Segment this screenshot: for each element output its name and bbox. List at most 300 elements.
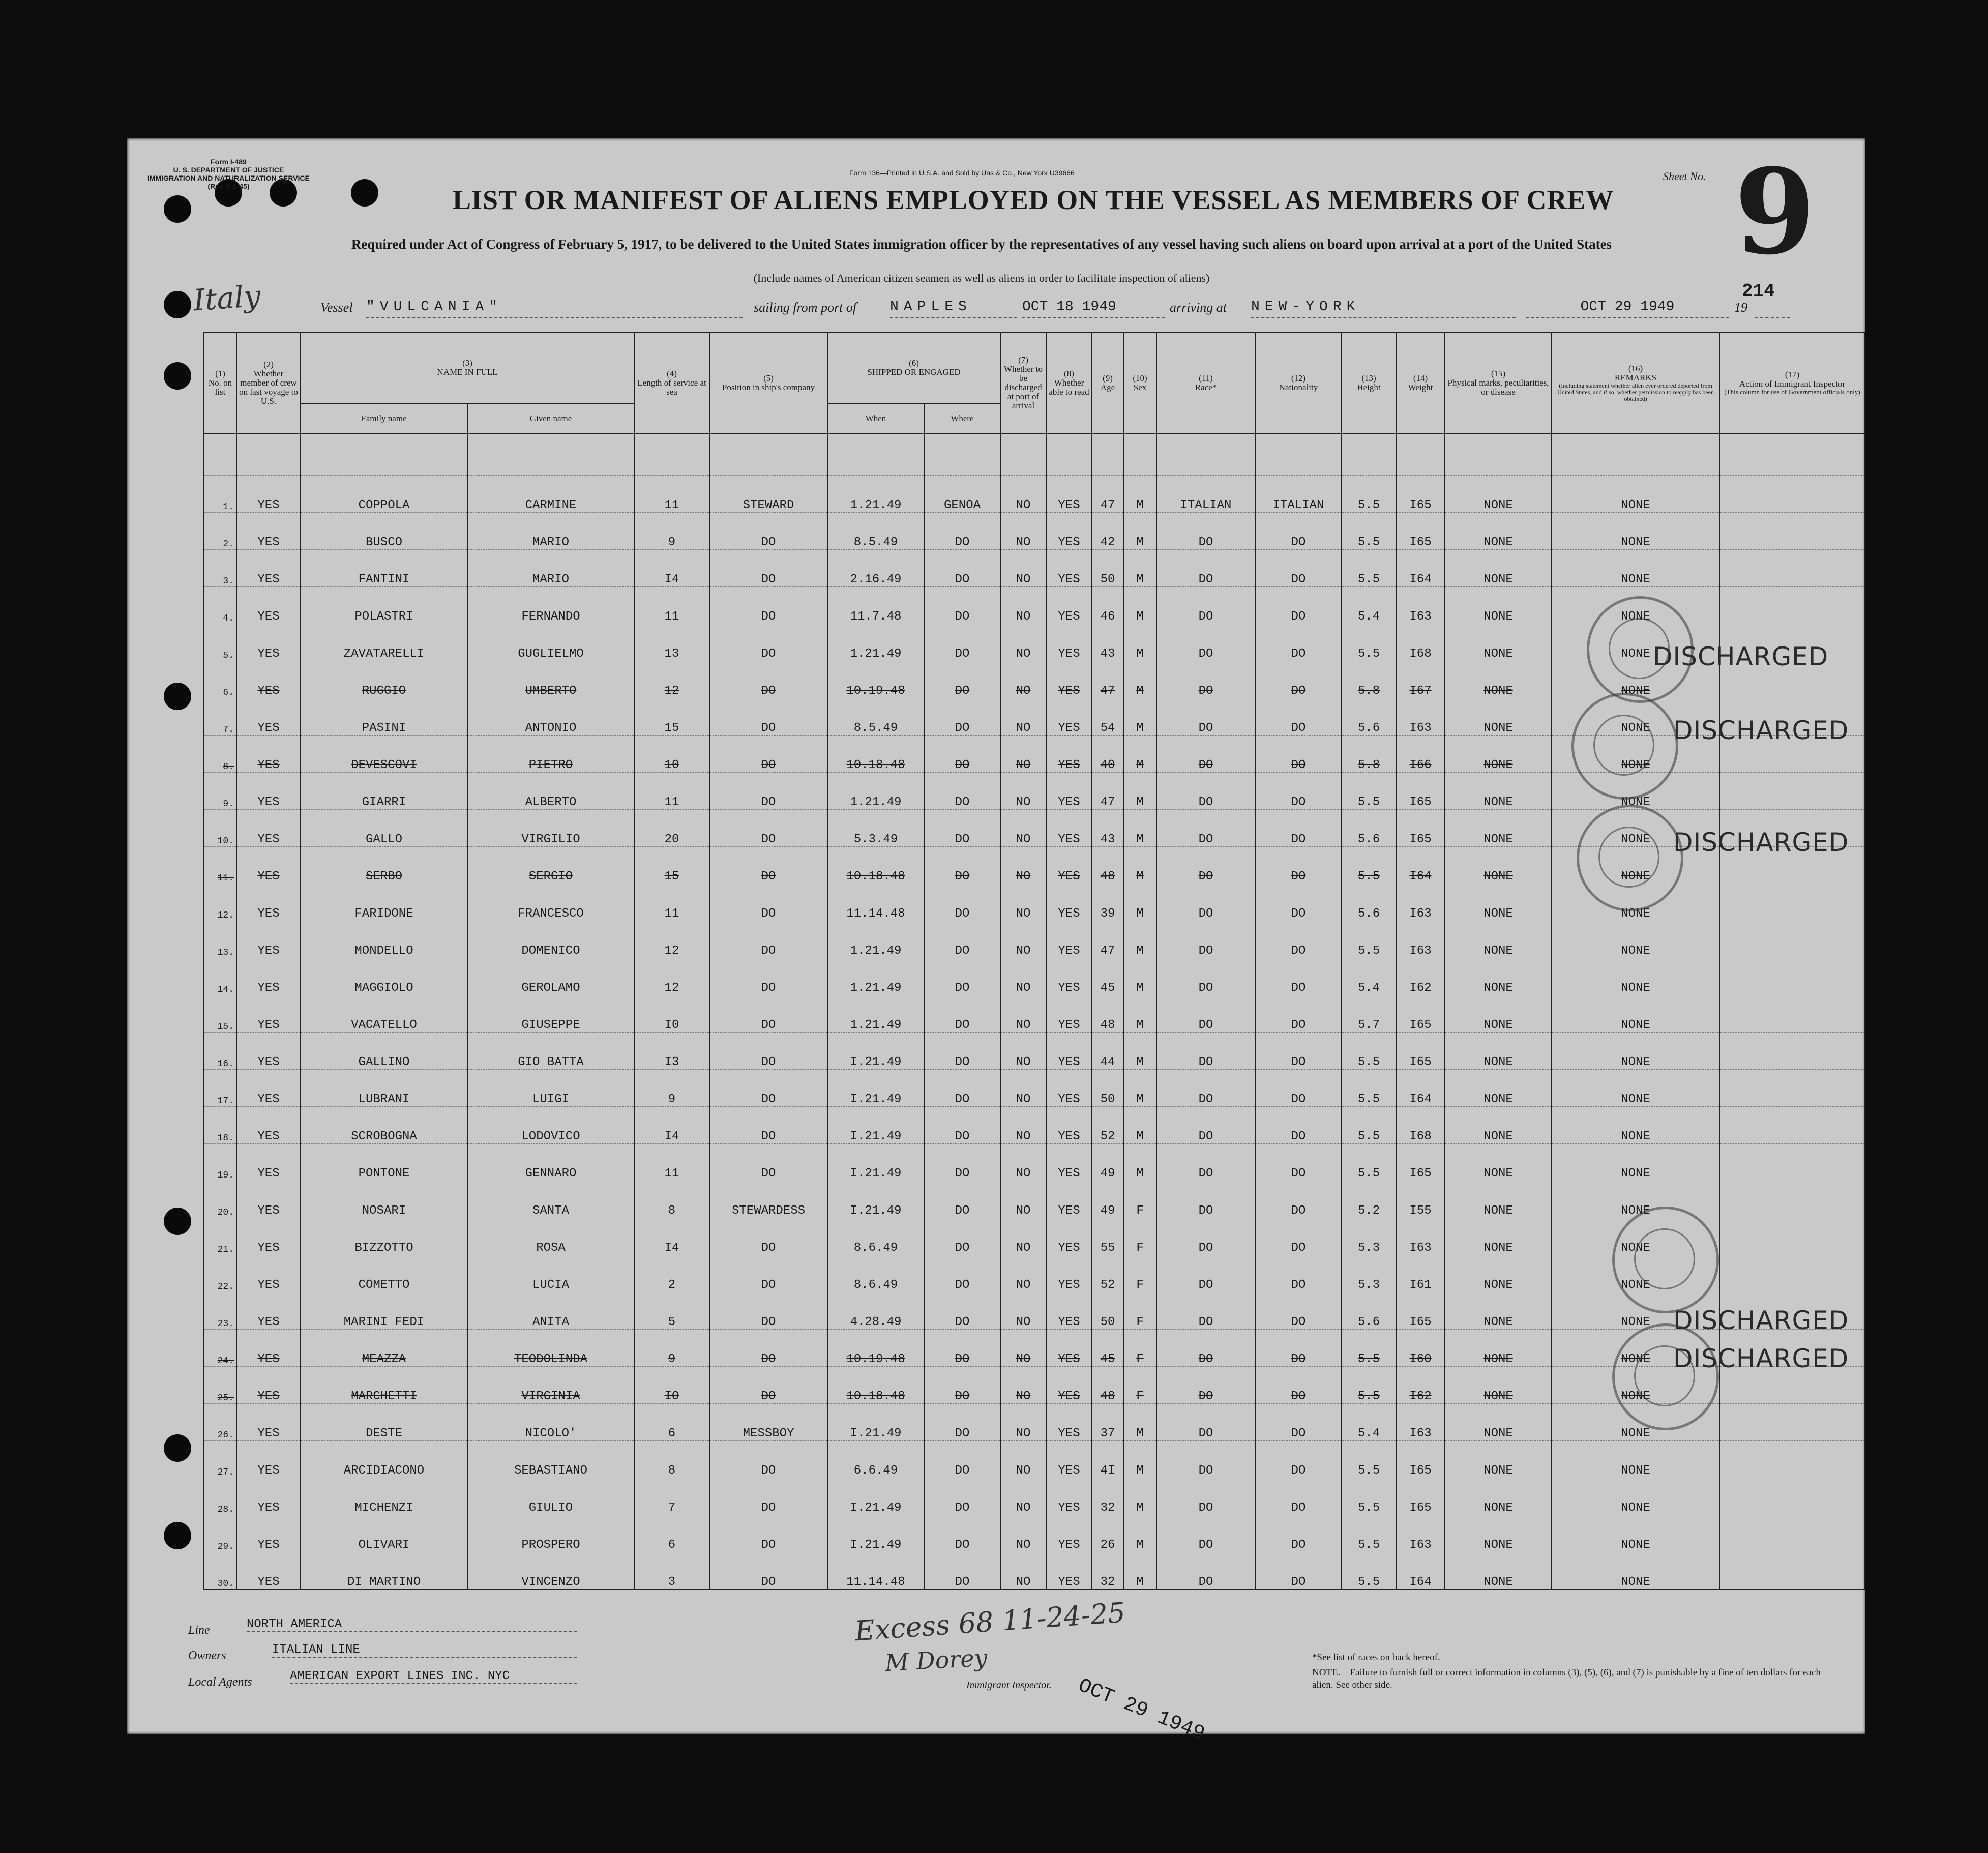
crew-last-voyage-cell: YES	[236, 1404, 301, 1441]
shipped-where-cell: DO	[924, 847, 1000, 884]
sex-cell: M	[1123, 810, 1156, 847]
inspector-action-cell	[1719, 587, 1865, 624]
able-to-read-cell: YES	[1046, 1255, 1092, 1292]
race-cell: DO	[1156, 513, 1255, 550]
nationality-cell: DO	[1255, 1441, 1342, 1478]
shipped-when-cell: 1.21.49	[827, 921, 924, 958]
race-cell: DO	[1156, 958, 1255, 995]
weight-cell: I65	[1396, 1144, 1445, 1181]
to-be-discharged-cell: NO	[1000, 847, 1046, 884]
sheet-number: 9	[1734, 143, 1816, 281]
nationality-cell: DO	[1255, 1255, 1342, 1292]
position-cell: DO	[709, 624, 827, 661]
agents-value: AMERICAN EXPORT LINES INC. NYC	[290, 1669, 577, 1684]
able-to-read-cell: YES	[1046, 1552, 1092, 1590]
weight-cell: I65	[1396, 995, 1445, 1033]
height-cell: 5.6	[1342, 1292, 1396, 1330]
table-row	[204, 1552, 1865, 1590]
shipped-where-cell: DO	[924, 1033, 1000, 1070]
nationality-cell: DO	[1255, 1144, 1342, 1181]
sex-cell: M	[1123, 884, 1156, 921]
able-to-read-cell: YES	[1046, 1107, 1092, 1144]
consulate-seal	[1577, 805, 1683, 911]
line-value: NORTH AMERICA	[247, 1617, 577, 1632]
shipped-when-cell: 10.18.48	[827, 847, 924, 884]
height-cell: 5.5	[1342, 1478, 1396, 1515]
to-be-discharged-cell: NO	[1000, 476, 1046, 513]
race-cell: DO	[1156, 1107, 1255, 1144]
given-name-cell: ROSA	[467, 1218, 634, 1255]
given-name-cell: VIRGILIO	[467, 810, 634, 847]
shipped-when-cell: 4.28.49	[827, 1292, 924, 1330]
shipped-where-cell: DO	[924, 736, 1000, 773]
physical-marks-cell: NONE	[1445, 736, 1552, 773]
crew-last-voyage-cell: YES	[236, 921, 301, 958]
shipped-where-cell: DO	[924, 1404, 1000, 1441]
table-row	[204, 1404, 1865, 1441]
service-length-cell: 11	[634, 1144, 709, 1181]
able-to-read-cell: YES	[1046, 1367, 1092, 1404]
col-remarks-header: (16) REMARKS (Including statement whether alien ever ordered deported from United States, and if so, whether permission to reapply has been obtained)	[1552, 332, 1719, 434]
row-number-cell: 8.	[204, 736, 236, 773]
remarks-cell: NONE	[1552, 1552, 1719, 1590]
family-name-cell: NOSARI	[301, 1181, 467, 1218]
inspection-date-stamp: OCT 29 1949	[1075, 1674, 1208, 1746]
nationality-cell: DO	[1255, 958, 1342, 995]
punch-hole	[164, 1522, 191, 1549]
family-name-cell: MICHENZI	[301, 1478, 467, 1515]
physical-marks-cell: NONE	[1445, 1441, 1552, 1478]
physical-marks-cell: NONE	[1445, 1218, 1552, 1255]
table-row	[204, 1292, 1865, 1330]
able-to-read-cell: YES	[1046, 1144, 1092, 1181]
height-cell: 5.5	[1342, 476, 1396, 513]
shipped-when-cell: 1.21.49	[827, 958, 924, 995]
row-number-cell: 6.	[204, 661, 236, 698]
nationality-cell: DO	[1255, 1292, 1342, 1330]
shipped-when-cell: I.21.49	[827, 1107, 924, 1144]
inspector-action-cell	[1719, 1218, 1865, 1255]
remarks-cell: NONE	[1552, 1107, 1719, 1144]
col-sex-header: (10) Sex	[1123, 332, 1156, 434]
to-be-discharged-cell: NO	[1000, 550, 1046, 587]
family-name-cell: GIARRI	[301, 773, 467, 810]
able-to-read-cell: YES	[1046, 773, 1092, 810]
discharged-stamp: DISCHARGED	[1673, 1306, 1849, 1335]
position-cell: DO	[709, 773, 827, 810]
remarks-cell: NONE	[1552, 624, 1719, 661]
to-be-discharged-cell: NO	[1000, 624, 1046, 661]
row-number-cell: 19.	[204, 1144, 236, 1181]
year-prefix: 19	[1734, 300, 1747, 315]
shipped-where-cell: DO	[924, 1292, 1000, 1330]
sex-cell: M	[1123, 773, 1156, 810]
weight-cell: I65	[1396, 773, 1445, 810]
shipped-when-cell: 1.21.49	[827, 624, 924, 661]
weight-cell: I65	[1396, 513, 1445, 550]
col-action-header: (17) Action of Immigrant Inspector (This column for use of Government officials only)	[1719, 332, 1865, 434]
sex-cell: F	[1123, 1292, 1156, 1330]
inspector-action-cell	[1719, 1070, 1865, 1107]
able-to-read-cell: YES	[1046, 995, 1092, 1033]
age-cell: 26	[1092, 1515, 1123, 1552]
height-cell: 5.5	[1342, 1033, 1396, 1070]
inspector-action-cell	[1719, 550, 1865, 587]
remarks-cell: NONE	[1552, 1292, 1719, 1330]
position-cell: DO	[709, 661, 827, 698]
to-be-discharged-cell: NO	[1000, 1181, 1046, 1218]
punch-hole	[164, 195, 191, 223]
race-cell: DO	[1156, 1255, 1255, 1292]
weight-cell: I65	[1396, 476, 1445, 513]
position-cell: DO	[709, 1218, 827, 1255]
sex-cell: M	[1123, 958, 1156, 995]
age-cell: 37	[1092, 1404, 1123, 1441]
inspector-action-cell	[1719, 1033, 1865, 1070]
row-number-cell: 26.	[204, 1404, 236, 1441]
able-to-read-cell: YES	[1046, 736, 1092, 773]
form-number: Form I-489	[211, 158, 247, 166]
nationality-cell: DO	[1255, 1070, 1342, 1107]
position-cell: DO	[709, 1107, 827, 1144]
age-cell: 50	[1092, 1070, 1123, 1107]
shipped-where-cell: DO	[924, 1330, 1000, 1367]
age-cell: 54	[1092, 698, 1123, 736]
family-name-cell: OLIVARI	[301, 1515, 467, 1552]
inspector-action-cell	[1719, 1255, 1865, 1292]
height-cell: 5.5	[1342, 773, 1396, 810]
row-number-cell: 4.	[204, 587, 236, 624]
age-cell: 32	[1092, 1478, 1123, 1515]
nationality-cell: DO	[1255, 1515, 1342, 1552]
to-be-discharged-cell: NO	[1000, 1330, 1046, 1367]
given-name-cell: TEODOLINDA	[467, 1330, 634, 1367]
service-length-cell: I0	[634, 995, 709, 1033]
able-to-read-cell: YES	[1046, 1330, 1092, 1367]
race-cell: DO	[1156, 921, 1255, 958]
table-row	[204, 1070, 1865, 1107]
shipped-when-cell: I.21.49	[827, 1033, 924, 1070]
shipped-where-cell: DO	[924, 1367, 1000, 1404]
physical-marks-cell: NONE	[1445, 1330, 1552, 1367]
shipped-when-cell: 6.6.49	[827, 1441, 924, 1478]
family-name-cell: POLASTRI	[301, 587, 467, 624]
shipped-where-cell: DO	[924, 1218, 1000, 1255]
sex-cell: M	[1123, 1070, 1156, 1107]
height-cell: 5.5	[1342, 1515, 1396, 1552]
shipped-where-cell: DO	[924, 921, 1000, 958]
physical-marks-cell: NONE	[1445, 958, 1552, 995]
height-cell: 5.8	[1342, 661, 1396, 698]
physical-marks-cell: NONE	[1445, 661, 1552, 698]
remarks-cell: NONE	[1552, 1515, 1719, 1552]
remarks-cell: NONE	[1552, 884, 1719, 921]
height-cell: 5.3	[1342, 1218, 1396, 1255]
remarks-cell: NONE	[1552, 550, 1719, 587]
height-cell: 5.5	[1342, 1552, 1396, 1590]
position-cell: STEWARDESS	[709, 1181, 827, 1218]
table-row	[204, 1033, 1865, 1070]
weight-cell: I61	[1396, 1255, 1445, 1292]
col-shipped-header: (6) SHIPPED OR ENGAGED	[827, 332, 1000, 403]
race-cell: DO	[1156, 995, 1255, 1033]
form-number-block	[147, 158, 310, 190]
sex-cell: M	[1123, 550, 1156, 587]
sex-cell: M	[1123, 1441, 1156, 1478]
crew-last-voyage-cell: YES	[236, 1107, 301, 1144]
shipped-when-cell: I.21.49	[827, 1478, 924, 1515]
given-name-cell: LODOVICO	[467, 1107, 634, 1144]
row-number-cell: 10.	[204, 810, 236, 847]
to-be-discharged-cell: NO	[1000, 587, 1046, 624]
to-be-discharged-cell: NO	[1000, 1552, 1046, 1590]
nationality-cell: DO	[1255, 921, 1342, 958]
service-length-cell: 3	[634, 1552, 709, 1590]
crew-last-voyage-cell: YES	[236, 1330, 301, 1367]
nationality-cell: DO	[1255, 773, 1342, 810]
table-row	[204, 1144, 1865, 1181]
given-name-cell: DOMENICO	[467, 921, 634, 958]
service-length-cell: I3	[634, 1033, 709, 1070]
remarks-cell: NONE	[1552, 1144, 1719, 1181]
to-be-discharged-cell: NO	[1000, 1255, 1046, 1292]
crew-last-voyage-cell: YES	[236, 736, 301, 773]
table-row	[204, 1107, 1865, 1144]
sex-cell: M	[1123, 1478, 1156, 1515]
table-spacer-row	[204, 434, 1865, 476]
to-be-discharged-cell: NO	[1000, 1478, 1046, 1515]
age-cell: 47	[1092, 661, 1123, 698]
punch-hole	[164, 683, 191, 710]
col-weight-header: (14) Weight	[1396, 332, 1445, 434]
able-to-read-cell: YES	[1046, 1292, 1092, 1330]
vessel-label: Vessel	[320, 300, 353, 315]
service-length-cell: 12	[634, 921, 709, 958]
weight-cell: I64	[1396, 550, 1445, 587]
given-name-cell: CARMINE	[467, 476, 634, 513]
age-cell: 47	[1092, 476, 1123, 513]
age-cell: 50	[1092, 550, 1123, 587]
shipped-where-cell: DO	[924, 698, 1000, 736]
position-cell: DO	[709, 1144, 827, 1181]
service-length-cell: 11	[634, 476, 709, 513]
able-to-read-cell: YES	[1046, 921, 1092, 958]
race-cell: DO	[1156, 1552, 1255, 1590]
position-cell: DO	[709, 1552, 827, 1590]
physical-marks-cell: NONE	[1445, 1033, 1552, 1070]
height-cell: 5.5	[1342, 1144, 1396, 1181]
age-cell: 45	[1092, 1330, 1123, 1367]
age-cell: 48	[1092, 995, 1123, 1033]
physical-marks-cell: NONE	[1445, 1181, 1552, 1218]
service-length-cell: 12	[634, 661, 709, 698]
able-to-read-cell: YES	[1046, 513, 1092, 550]
given-name-cell: GUGLIELMO	[467, 624, 634, 661]
weight-cell: I65	[1396, 1292, 1445, 1330]
family-name-cell: RUGGIO	[301, 661, 467, 698]
family-name-cell: MONDELLO	[301, 921, 467, 958]
family-name-cell: DESTE	[301, 1404, 467, 1441]
position-cell: DO	[709, 958, 827, 995]
race-cell: DO	[1156, 1330, 1255, 1367]
remarks-cell: NONE	[1552, 1404, 1719, 1441]
family-name-cell: COPPOLA	[301, 476, 467, 513]
inspector-action-cell	[1719, 513, 1865, 550]
to-be-discharged-cell: NO	[1000, 1218, 1046, 1255]
inspector-action-cell	[1719, 773, 1865, 810]
inspector-action-cell	[1719, 1478, 1865, 1515]
service-length-cell: 12	[634, 958, 709, 995]
age-cell: 48	[1092, 847, 1123, 884]
shipped-when-cell: 10.18.48	[827, 736, 924, 773]
given-name-cell: MARIO	[467, 550, 634, 587]
physical-marks-cell: NONE	[1445, 995, 1552, 1033]
sailing-label: sailing from port of	[754, 300, 857, 315]
shipped-when-cell: 1.21.49	[827, 476, 924, 513]
family-name-cell: DEVESCOVI	[301, 736, 467, 773]
to-be-discharged-cell: NO	[1000, 513, 1046, 550]
row-number-cell: 1.	[204, 476, 236, 513]
sex-cell: M	[1123, 1107, 1156, 1144]
agents-label: Local Agents	[188, 1675, 252, 1689]
shipped-when-cell: I.21.49	[827, 1404, 924, 1441]
nationality-cell: DO	[1255, 810, 1342, 847]
crew-last-voyage-cell: YES	[236, 661, 301, 698]
shipped-where-cell: DO	[924, 1552, 1000, 1590]
discharged-stamp: DISCHARGED	[1673, 1344, 1849, 1373]
remarks-cell: NONE	[1552, 958, 1719, 995]
nationality-cell: DO	[1255, 1033, 1342, 1070]
shipped-when-cell: 1.21.49	[827, 995, 924, 1033]
shipped-where-cell: DO	[924, 1441, 1000, 1478]
given-name-cell: ANITA	[467, 1292, 634, 1330]
inspector-action-cell	[1719, 1441, 1865, 1478]
col-where-header: Where	[924, 403, 1000, 434]
able-to-read-cell: YES	[1046, 810, 1092, 847]
family-name-cell: FANTINI	[301, 550, 467, 587]
position-cell: DO	[709, 1292, 827, 1330]
age-cell: 32	[1092, 1552, 1123, 1590]
table-row	[204, 995, 1865, 1033]
sex-cell: M	[1123, 1404, 1156, 1441]
family-name-cell: VACATELLO	[301, 995, 467, 1033]
race-cell: DO	[1156, 810, 1255, 847]
sex-cell: F	[1123, 1181, 1156, 1218]
shipped-when-cell: 8.6.49	[827, 1218, 924, 1255]
race-cell: DO	[1156, 1515, 1255, 1552]
race-cell: DO	[1156, 847, 1255, 884]
shipped-where-cell: DO	[924, 513, 1000, 550]
owners-value: ITALIAN LINE	[272, 1643, 577, 1658]
nationality-cell: ITALIAN	[1255, 476, 1342, 513]
given-name-cell: VINCENZO	[467, 1552, 634, 1590]
shipped-when-cell: 10.19.48	[827, 1330, 924, 1367]
given-name-cell: GEROLAMO	[467, 958, 634, 995]
form-subtitle-note: (Include names of American citizen seamen as well as aliens in order to facilitate inspection of aliens)	[753, 272, 1210, 284]
line-label: Line	[188, 1624, 210, 1637]
shipped-where-cell: GENOA	[924, 476, 1000, 513]
crew-last-voyage-cell: YES	[236, 1255, 301, 1292]
height-cell: 5.5	[1342, 624, 1396, 661]
race-cell: DO	[1156, 1181, 1255, 1218]
position-cell: DO	[709, 1070, 827, 1107]
row-number-cell: 7.	[204, 698, 236, 736]
age-cell: 4I	[1092, 1441, 1123, 1478]
arriving-label: arriving at	[1170, 300, 1227, 315]
nationality-cell: DO	[1255, 884, 1342, 921]
position-cell: DO	[709, 921, 827, 958]
col-race-header: (11) Race*	[1156, 332, 1255, 434]
row-number-cell: 14.	[204, 958, 236, 995]
given-name-cell: GIULIO	[467, 1478, 634, 1515]
inspector-signature: M Dorey	[884, 1643, 988, 1677]
col-crew-header: (2) Whether member of crew on last voyage to U.S.	[236, 332, 301, 434]
row-number-cell: 15.	[204, 995, 236, 1033]
table-header	[204, 332, 1865, 434]
nationality-cell: DO	[1255, 995, 1342, 1033]
given-name-cell: SERGIO	[467, 847, 634, 884]
physical-marks-cell: NONE	[1445, 847, 1552, 884]
inspector-action-cell	[1719, 1107, 1865, 1144]
nationality-cell: DO	[1255, 698, 1342, 736]
sex-cell: M	[1123, 1033, 1156, 1070]
able-to-read-cell: YES	[1046, 624, 1092, 661]
to-be-discharged-cell: NO	[1000, 1292, 1046, 1330]
family-name-cell: SERBO	[301, 847, 467, 884]
age-cell: 49	[1092, 1181, 1123, 1218]
shipped-where-cell: DO	[924, 1515, 1000, 1552]
shipped-when-cell: 11.7.48	[827, 587, 924, 624]
service: IMMIGRATION AND NATURALIZATION SERVICE	[147, 174, 310, 182]
col-nationality-header: (12) Nationality	[1255, 332, 1342, 434]
age-cell: 46	[1092, 587, 1123, 624]
position-cell: DO	[709, 1478, 827, 1515]
height-cell: 5.6	[1342, 810, 1396, 847]
to-be-discharged-cell: NO	[1000, 1144, 1046, 1181]
row-number-cell: 12.	[204, 884, 236, 921]
remarks-cell: NONE	[1552, 1181, 1719, 1218]
service-length-cell: IO	[634, 1367, 709, 1404]
family-name-cell: BIZZOTTO	[301, 1218, 467, 1255]
col-name-header: (3) NAME IN FULL	[301, 332, 634, 403]
service-length-cell: 11	[634, 773, 709, 810]
remarks-cell: NONE	[1552, 773, 1719, 810]
race-cell: ITALIAN	[1156, 476, 1255, 513]
remarks-cell: NONE	[1552, 921, 1719, 958]
shipped-where-cell: DO	[924, 958, 1000, 995]
remarks-cell: NONE	[1552, 587, 1719, 624]
shipped-when-cell: 8.5.49	[827, 698, 924, 736]
remarks-cell: NONE	[1552, 476, 1719, 513]
shipped-when-cell: 11.14.48	[827, 884, 924, 921]
col-when-header: When	[827, 403, 924, 434]
table-row	[204, 513, 1865, 550]
family-name-cell: LUBRANI	[301, 1070, 467, 1107]
sex-cell: F	[1123, 1367, 1156, 1404]
able-to-read-cell: YES	[1046, 476, 1092, 513]
position-cell: DO	[709, 587, 827, 624]
remarks-cell: NONE	[1552, 1330, 1719, 1367]
sex-cell: M	[1123, 698, 1156, 736]
col-given-header: Given name	[467, 403, 634, 434]
table-row	[204, 921, 1865, 958]
sex-cell: M	[1123, 1515, 1156, 1552]
service-length-cell: 6	[634, 1515, 709, 1552]
age-cell: 47	[1092, 773, 1123, 810]
remarks-cell: NONE	[1552, 513, 1719, 550]
crew-last-voyage-cell: YES	[236, 624, 301, 661]
position-cell: DO	[709, 1033, 827, 1070]
